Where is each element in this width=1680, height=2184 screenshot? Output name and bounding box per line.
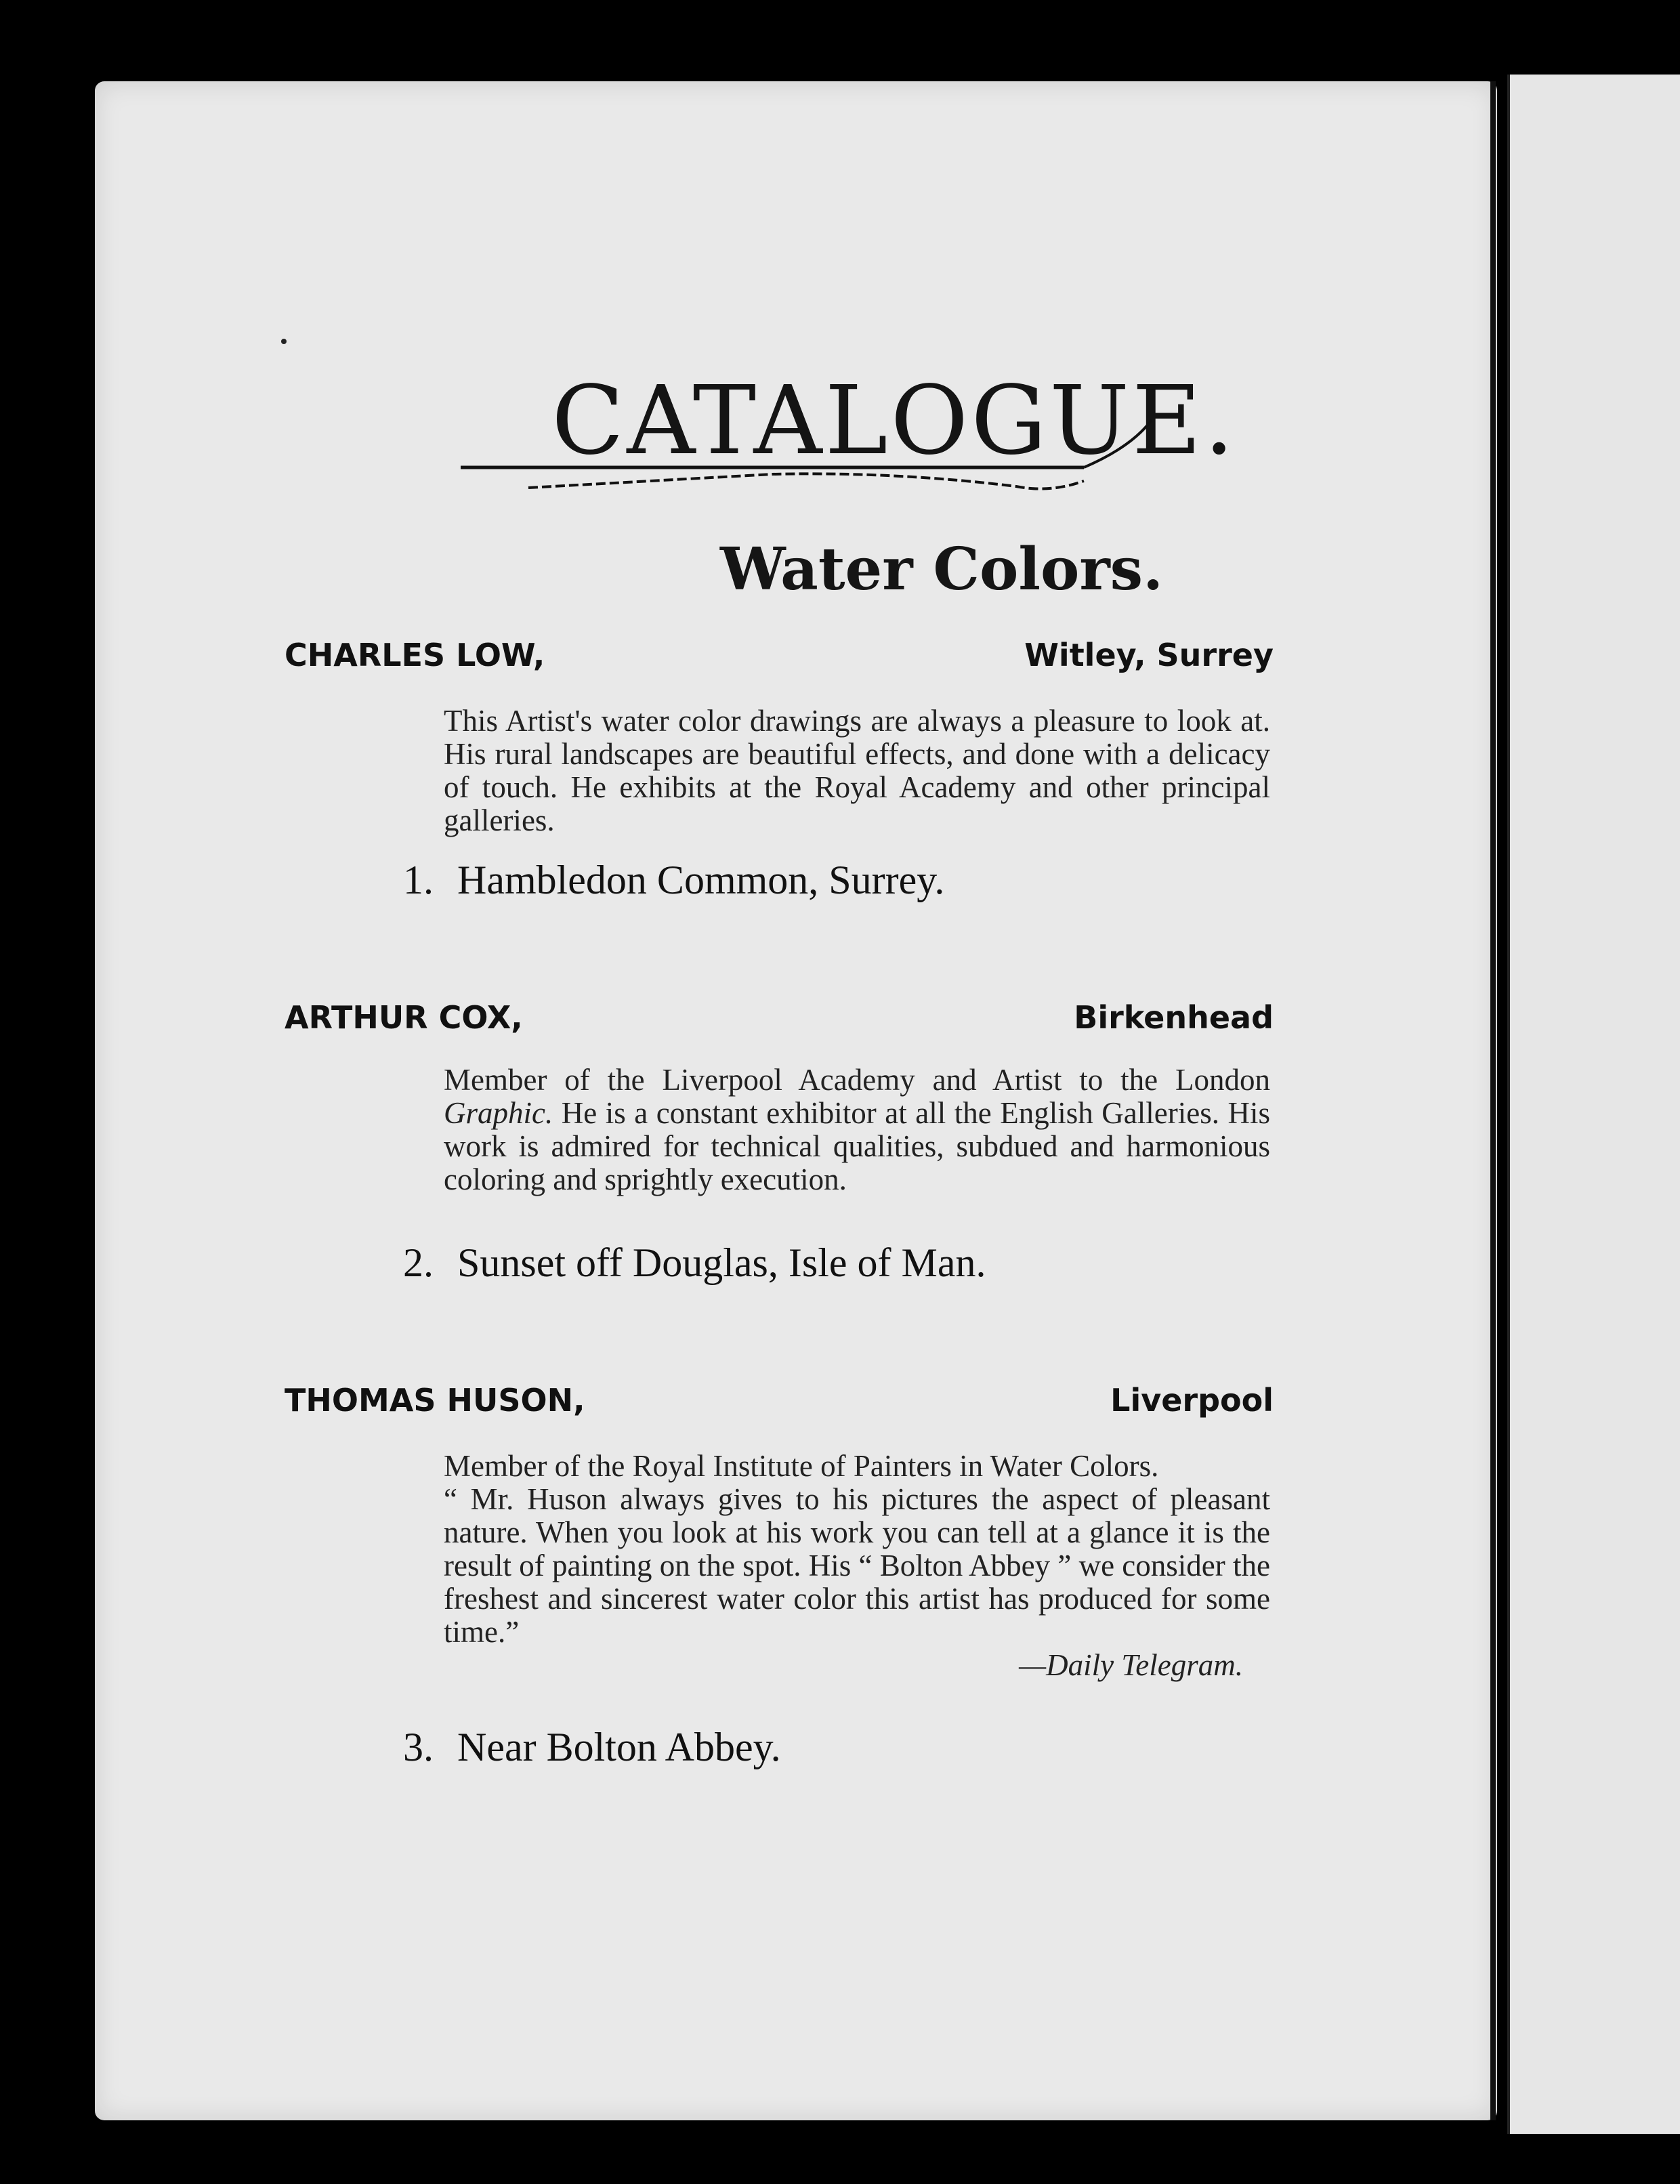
entry-title: Sunset off Douglas, Isle of Man.	[457, 1240, 986, 1285]
artist-name: CHARLES LOW,	[285, 637, 545, 673]
artist-bio	[444, 1064, 1270, 1196]
entry-title: Near Bolton Abbey.	[457, 1725, 781, 1769]
artist-location: Liverpool	[1110, 1382, 1274, 1419]
catalogue-entry	[403, 1240, 986, 1286]
artist-location: Witley, Surrey	[1024, 637, 1274, 673]
entry-title: Hambledon Common, Surrey.	[457, 858, 945, 902]
entry-number: 3.	[403, 1725, 434, 1769]
entry-number: 2.	[403, 1240, 434, 1285]
catalogue-entry	[403, 857, 944, 904]
artist-bio	[444, 1450, 1270, 1682]
catalogue-entry	[403, 1724, 781, 1771]
print-speck	[281, 339, 287, 344]
artist-location: Birkenhead	[1074, 999, 1274, 1036]
artist-name: ARTHUR COX,	[285, 999, 523, 1036]
title-ornament	[366, 406, 1165, 501]
artist-name: THOMAS HUSON,	[285, 1382, 585, 1419]
artist-header	[285, 637, 1274, 673]
artist-header	[285, 999, 1274, 1036]
entry-number: 1.	[403, 858, 434, 902]
bio-text: Member of the Royal Institute of Painters in Water Colors.	[444, 1449, 1159, 1483]
section-title: Water Colors.	[719, 535, 1164, 604]
publication-name: Graphic.	[444, 1096, 553, 1130]
review-attribution: —Daily Telegram.	[1019, 1648, 1243, 1682]
artist-bio	[444, 705, 1270, 837]
review-quote: “ Mr. Huson always gives to his pictures the aspect of pleasant nature. When you look at his work you can tell at a glance it is the result of painting on the spot. His “ Bolton Abbey ” we consider the freshest and sincerest water color this artist has produced for some time.”	[444, 1482, 1270, 1649]
artist-header	[285, 1382, 1274, 1419]
bio-text: This Artist's water color drawings are always a pleasure to look at. His rural landscapes are beautiful effects, and done with a delicacy of touch. He exhibits at the Royal Academy and other principal galleries.	[444, 704, 1270, 837]
bio-text: Member of the Liverpool Academy and Artist to the London	[444, 1063, 1270, 1097]
bio-text: He is a constant exhibitor at all the English Galleries. His work is admired for technical qualities, subdued and harmonious coloring and sprightly execution.	[444, 1096, 1270, 1196]
catalogue-title: CATALOGUE.	[551, 366, 1237, 476]
